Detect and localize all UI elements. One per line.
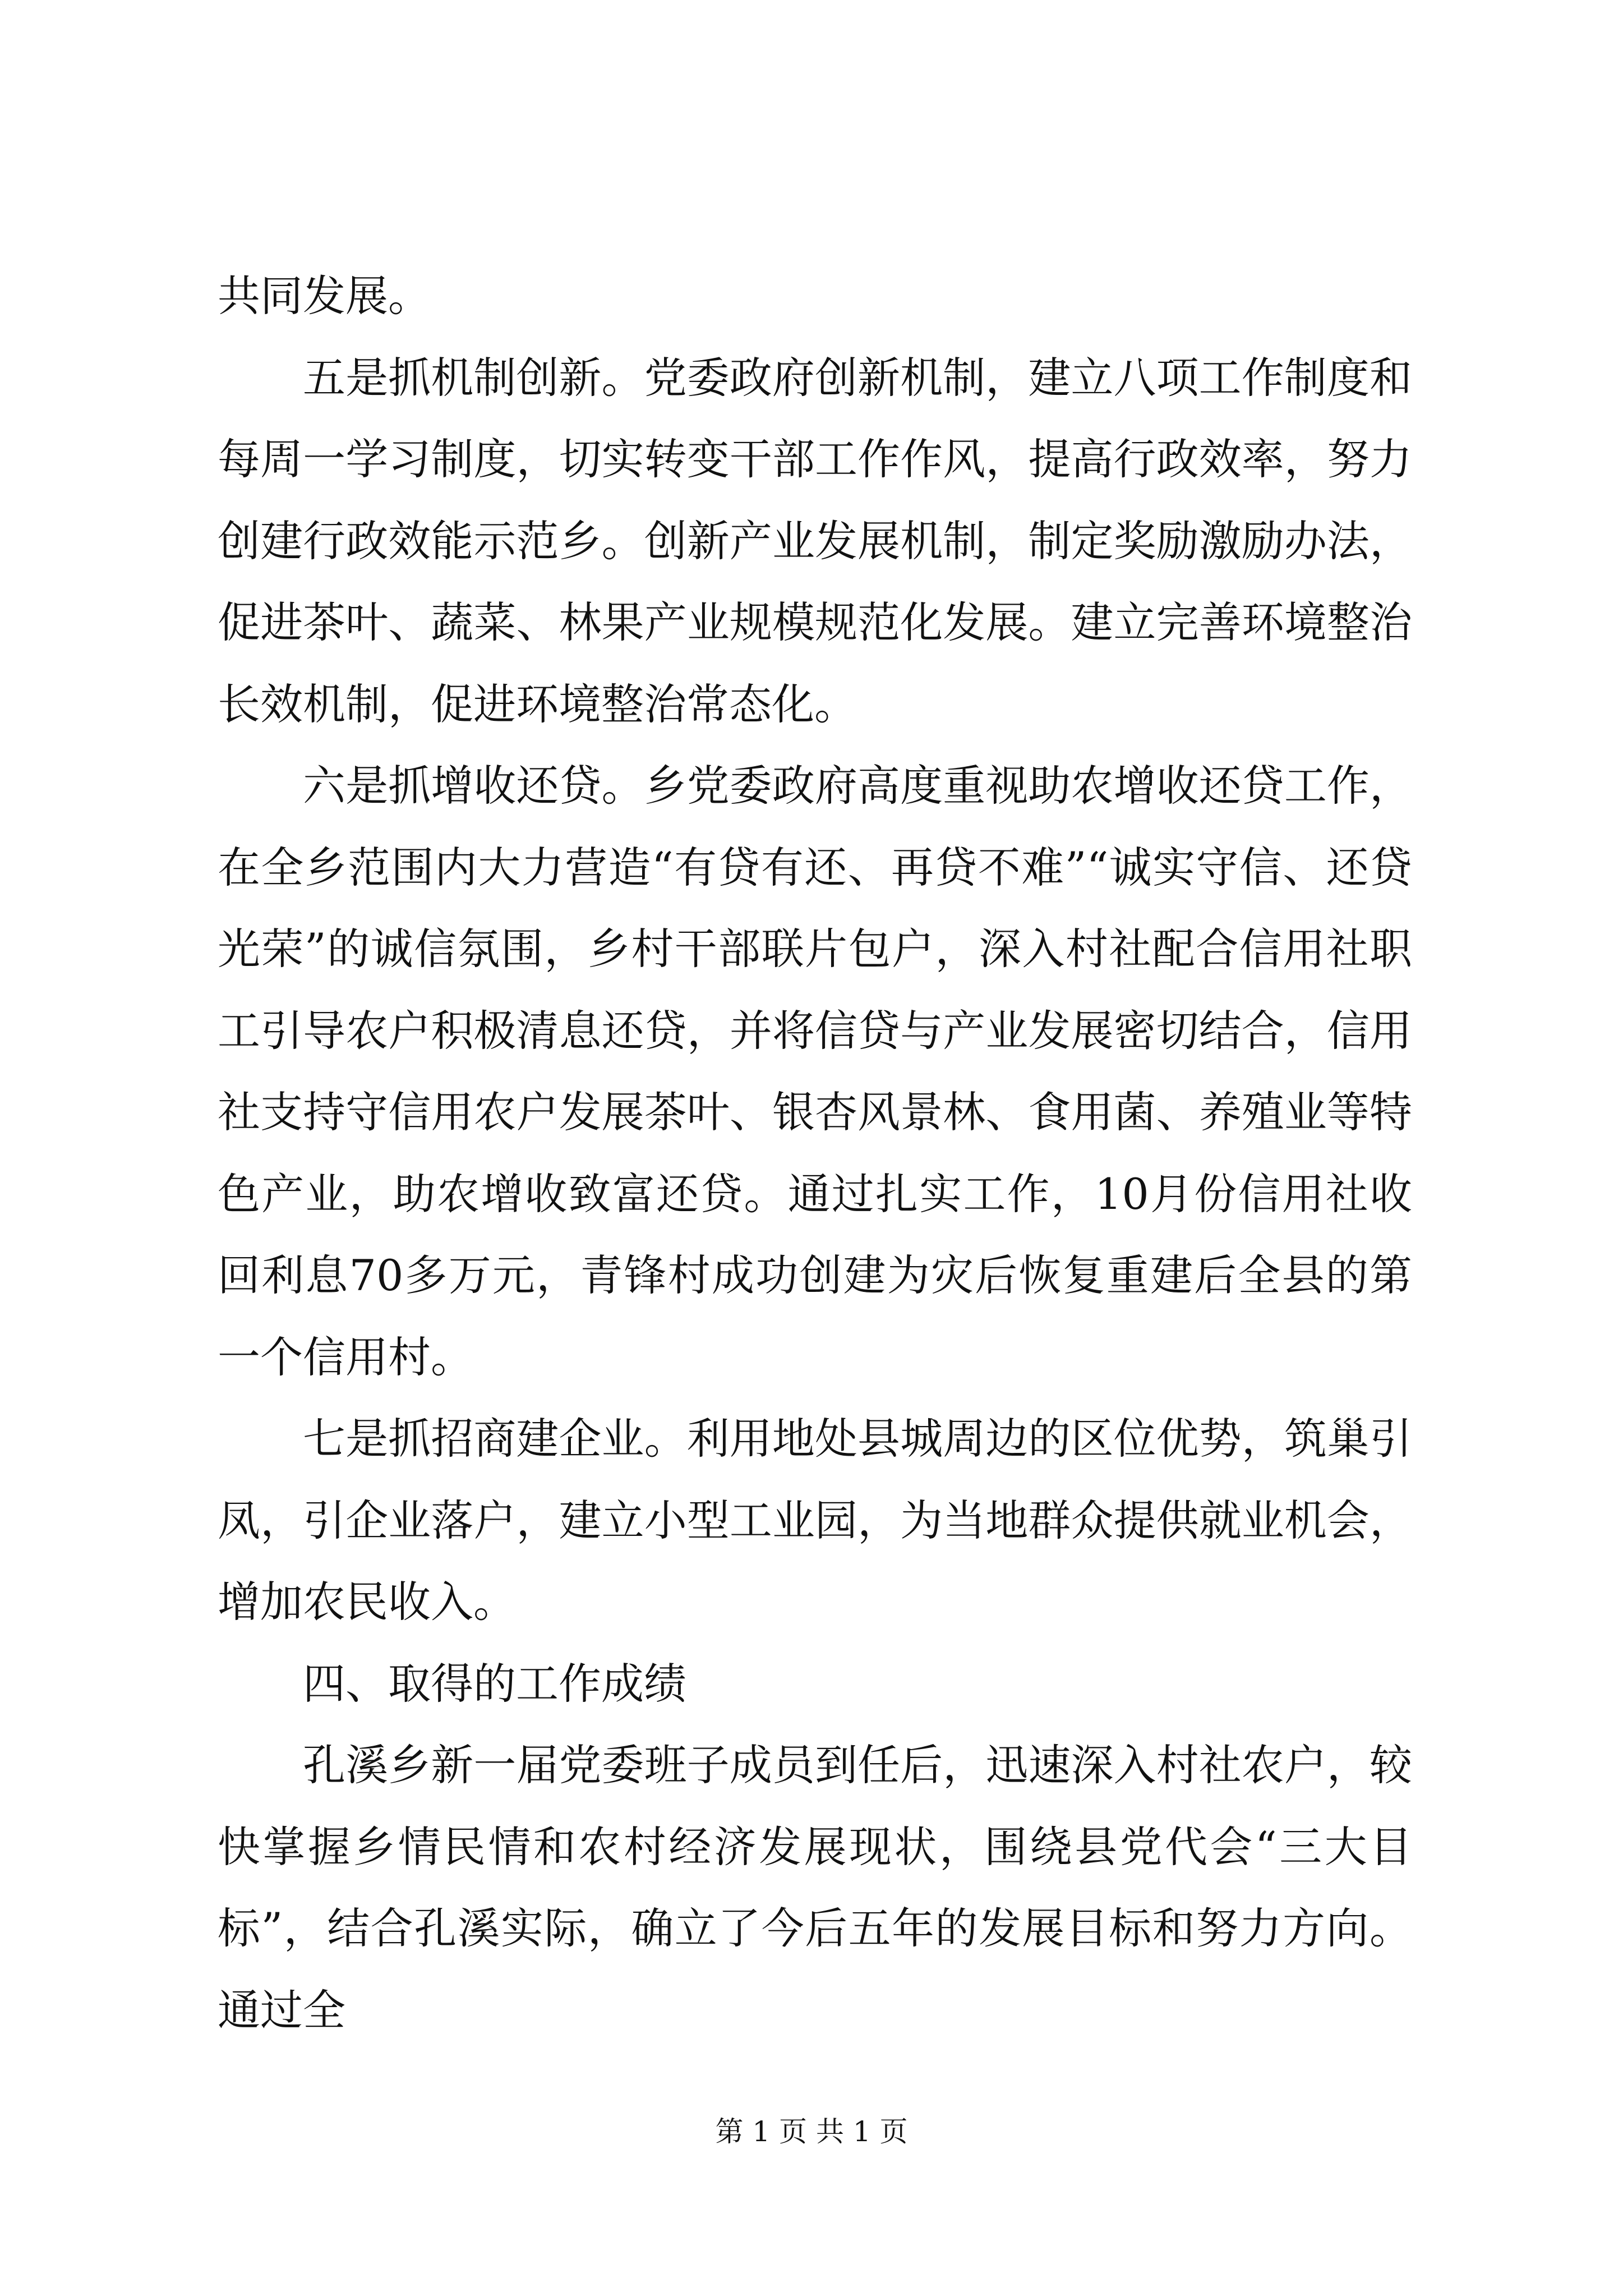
paragraph-investment-enterprise: 七是抓招商建企业。利用地处县城周边的区位优势，筑巢引凤，引企业落户，建立小型工业园，为当地群众提供就业机会，增加农民收入。 [218,1414,1412,1627]
paragraph-income-loan-repayment: 六是抓增收还贷。乡党委政府高度重视助农增收还贷工作，在全乡范围内大力营造“有贷有还、再贷不难”“诚实守信、还贷光荣”的诚信氛围，乡村干部联片包户，深入村社配合信用社职工引导农户积极清息还贷，并将信贷与产业发展密切结合，信用社支持守信用农户发展茶叶、银杏风景林、食用菌、养殖业等特色产业，助农增收致富还贷。通过扎实工作，10月份信用社收回利息70多万元，青锋村成功创建为灾后恢复重建后全县的第一个信用村。 [218,761,1412,1382]
section-heading-achievements: 四、取得的工作成绩 [303,1658,686,1709]
paragraph-continuation: 共同发展。 [218,271,431,321]
paragraph-mechanism-innovation: 五是抓机制创新。党委政府创新机制，建立八项工作制度和每周一学习制度，切实转变干部工作作风，提高行政效率，努力创建行政效能示范乡。创新产业发展机制，制定奖励激励办法，促进茶叶、蔬菜、林果产业规模规范化发展。建立完善环境整治长效机制，促进环境整治常态化。 [218,352,1412,729]
document-body [218,255,1412,2051]
page-footer: 第 1 页 共 1 页 [715,2115,908,2148]
paragraph-achievements: 孔溪乡新一届党委班子成员到任后，迅速深入村社农户，较快掌握乡情民情和农村经济发展现状，围绕县党代会“三大目标”，结合孔溪实际，确立了今后五年的发展目标和努力方向。通过全 [218,1740,1412,2035]
